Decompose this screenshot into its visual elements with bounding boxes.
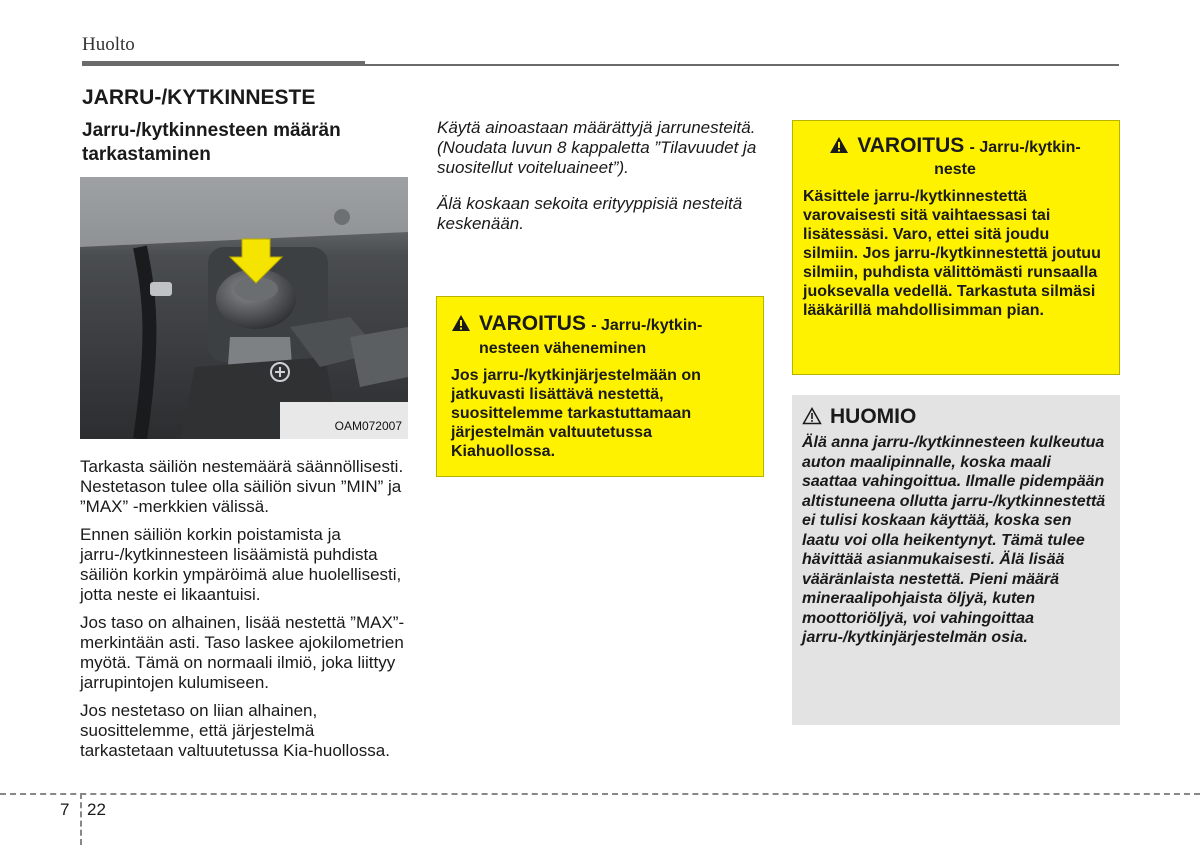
paragraph: Jos taso on alhainen, lisää nestettä ”MAX”-merkintään asti. Taso laskee ajokilometrien myötä. Tämä on normaali ilmiö, joka liittyy jarrupintojen kulumiseen. xyxy=(80,613,405,692)
body-text-col2 xyxy=(437,118,763,250)
warning-triangle-icon xyxy=(451,314,471,332)
footer-divider xyxy=(80,793,82,845)
warning-box-fluid-loss xyxy=(436,296,764,477)
body-text-col1 xyxy=(80,457,408,769)
warning-label: VAROITUS xyxy=(479,312,586,335)
warning-topic: - Jarru-/kytkin- xyxy=(591,317,703,334)
paragraph: Älä koskaan sekoita erityyppisiä nesteitä keskenään. xyxy=(437,194,743,233)
warning-topic: - Jarru-/kytkin- xyxy=(969,139,1081,156)
warning-heading xyxy=(451,313,751,360)
warning-text: Jos jarru-/kytkinjärjestelmään on jatkuvasti lisättävä nestettä, suosittelemme tarkastuttamaan järjestelmän valtuutetussa Kiahuollossa. xyxy=(451,367,701,460)
reservoir-photo xyxy=(80,177,408,439)
note-label: HUOMIO xyxy=(830,405,917,428)
warning-label: VAROITUS xyxy=(857,134,965,157)
paragraph: Käytä ainoastaan määrättyjä jarrunesteitä. (Noudata luvun 8 kappaletta ”Tilavuudet ja suositellut voiteluaineet”). xyxy=(437,118,757,177)
engine-bay-illustration xyxy=(80,177,408,439)
page-title: JARRU-/KYTKINNESTE xyxy=(82,86,316,109)
warning-box-fluid-handling xyxy=(792,120,1120,375)
paragraph: Ennen säiliön korkin poistamista ja jarru-/kytkinnesteen lisäämistä puhdista säiliön korkin ympäröimä alue huolellisesti, jotta neste ei likaantuisi. xyxy=(80,525,402,604)
section-name: Huolto xyxy=(82,34,135,55)
caution-triangle-icon xyxy=(802,407,822,425)
header-rule-thin xyxy=(365,64,1119,66)
chapter-number: 7 xyxy=(60,800,70,819)
paragraph: Jos nestetaso on liian alhainen, suosittelemme, että järjestelmä tarkastetaan valtuutetussa Kia-huollossa. xyxy=(80,701,390,760)
warning-topic-2: nesteen väheneminen xyxy=(479,340,647,357)
warning-topic-2: neste xyxy=(934,161,976,178)
figure-code: OAM072007 xyxy=(334,419,402,433)
caution-note-box xyxy=(792,395,1120,725)
warning-text: Käsittele jarru-/kytkinnestettä varovaisesti sitä vaihtaessasi tai lisätessäsi. Varo, ettei sitä joudu silmiin. Jos jarru-/kytkinnestettä joutuu silmiin, puhdista välittömästi runsaalla juoksevalla vedellä. Tarkastuta silmäsi lääkärillä mahdollisimman pian. xyxy=(803,188,1101,319)
warning-heading xyxy=(803,135,1107,159)
section-subtitle: Jarru-/kytkinnesteen määrän tarkastaminen xyxy=(82,120,341,165)
warning-triangle-icon xyxy=(829,136,849,154)
note-text: Älä anna jarru-/kytkinnesteen kulkeutua auton maalipinnalle, koska maali saattaa vahingoittua. Ilmalle pidempään altistuneena ollutta jarru-/kytkinnestettä ei tulisi koskaan käyttää, koska sen laatu voi olla heikentynyt. Tämä tulee hävittää asianmukaisesti. Älä lisää vääränlaista nestettä. Pieni määrä mineraalipohjaista öljyä, kuten moottoriöljyä, voi vahingoittaa jarru-/kytkinjärjestelmän osia. xyxy=(802,434,1106,646)
page-number: 22 xyxy=(87,800,106,819)
note-heading xyxy=(802,405,1108,429)
paragraph: Tarkasta säiliön nestemäärä säännöllisesti. Nestetason tulee olla säiliön sivun ”MIN” ja ”MAX” -merkkien välissä. xyxy=(80,457,404,516)
footer-rule xyxy=(0,793,1200,795)
header-rule-thick xyxy=(82,61,365,66)
